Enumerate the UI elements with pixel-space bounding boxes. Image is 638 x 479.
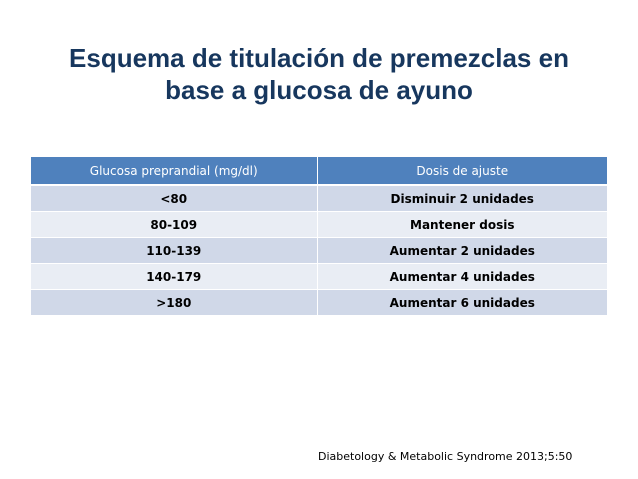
dose-adjustment-cell: Aumentar 2 unidades xyxy=(317,238,607,264)
header-glucose: Glucosa preprandial (mg/dl) xyxy=(31,157,317,185)
table-row xyxy=(31,264,607,290)
glucose-range-cell: >180 xyxy=(31,290,317,316)
table-row xyxy=(31,212,607,238)
dose-adjustment-cell: Mantener dosis xyxy=(317,212,607,238)
glucose-range-cell: 110-139 xyxy=(31,238,317,264)
table-row xyxy=(31,290,607,316)
slide-title xyxy=(20,42,618,106)
header-dose-adjustment: Dosis de ajuste xyxy=(317,157,607,185)
dose-adjustment-cell: Disminuir 2 unidades xyxy=(317,185,607,212)
citation: Diabetology & Metabolic Syndrome 2013;5:50 xyxy=(318,450,573,463)
dose-adjustment-cell: Aumentar 4 unidades xyxy=(317,264,607,290)
glucose-range-cell: 80-109 xyxy=(31,212,317,238)
slide-title-line-1: Esquema de titulación de premezclas en xyxy=(69,43,569,73)
glucose-range-cell: <80 xyxy=(31,185,317,212)
slide-title-line-2: base a glucosa de ayuno xyxy=(165,75,473,105)
glucose-range-cell: 140-179 xyxy=(31,264,317,290)
dose-adjustment-cell: Aumentar 6 unidades xyxy=(317,290,607,316)
titration-table xyxy=(31,157,607,316)
table-row xyxy=(31,185,607,212)
table-header-row xyxy=(31,157,607,185)
table-row xyxy=(31,238,607,264)
